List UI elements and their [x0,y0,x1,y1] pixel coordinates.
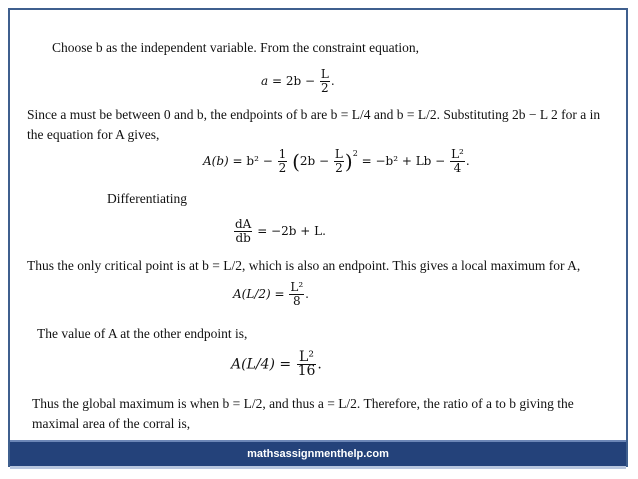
eq5-lhs: A(L/4) = [231,356,292,373]
paragraph-other-endpoint: The value of A at the other endpoint is, [37,326,248,341]
paragraph-choose-b: Choose b as the independent variable. From the constraint equation, [52,40,420,55]
equation-other-endpoint [231,351,322,378]
equation-local-max [233,281,309,308]
eq1-fraction [320,68,330,95]
eq1-lhs: a [261,74,269,88]
eq2-inner-den: 2 [335,161,343,175]
eq4-num: L² [290,280,304,294]
eq5-num: L² [297,351,317,365]
eq2-end-num: L² [451,147,464,161]
eq2-end: . [465,154,470,168]
eq2-rhs1: = b² − [232,154,273,168]
eq2-end-frac [450,148,465,175]
equation-constraint: a = 2b − $\frac{L}{2}$ . [261,67,335,95]
eq2-paren-open: ( [292,149,300,174]
eq2-square: 2 [352,149,358,158]
eq4-den: 8 [292,294,301,308]
eq3-derivative-frac [234,218,252,245]
eq1-rhs: 2b − [285,74,316,88]
eq3-rhs: = −2b + L. [257,224,326,238]
eq3-den: db [235,231,251,245]
eq2-inner-frac [334,148,344,175]
eq2-half-num: 1 [278,147,287,161]
equation-derivative [233,218,326,245]
eq1-end: . [330,74,335,88]
eq2-lhs: A(b) [203,154,229,168]
footer-bar [10,440,626,468]
eq3-num: dA [235,217,252,231]
footer-site-link[interactable]: mathsassignmenthelp.com [247,448,389,460]
eq4-lhs: A(L/2) = [233,287,285,301]
footer-accent-strip [10,466,626,469]
paragraph-differentiating: Differentiating [107,191,187,206]
eq2-half [278,148,288,175]
eq2-rhs2: = −b² + Lb − [361,154,446,168]
eq2-paren-close: ) [344,149,353,174]
eq4-frac [289,281,304,308]
eq4-end: . [305,287,309,301]
eq1-frac-den: 2 [321,81,329,95]
eq2-end-den: 4 [453,161,462,175]
eq2-half-den: 2 [278,161,287,175]
paragraph-critical-point: Thus the only critical point is at b = L/2, which is also an endpoint. This gives a local maximum for A, [27,258,581,273]
eq5-den: 16 [297,363,316,379]
paragraph-endpoints: Since a must be between 0 and b, the endpoints of b are b = L/4 and b = L/2. Substituting 2b − L 2 for a in the equation for A gives, [27,107,601,142]
eq5-frac [297,351,317,378]
equation-area-function [203,148,470,175]
eq5-end: . [317,356,322,373]
eq1-frac-num: L [320,67,329,81]
paragraph-global-max: Thus the global maximum is when b = L/2, and thus a = L/2. Therefore, the ratio of a to b giving the maximal area of the corral is, [32,396,574,431]
eq2-inner-num: L [334,147,343,161]
eq2-inner: 2b − [299,154,330,168]
